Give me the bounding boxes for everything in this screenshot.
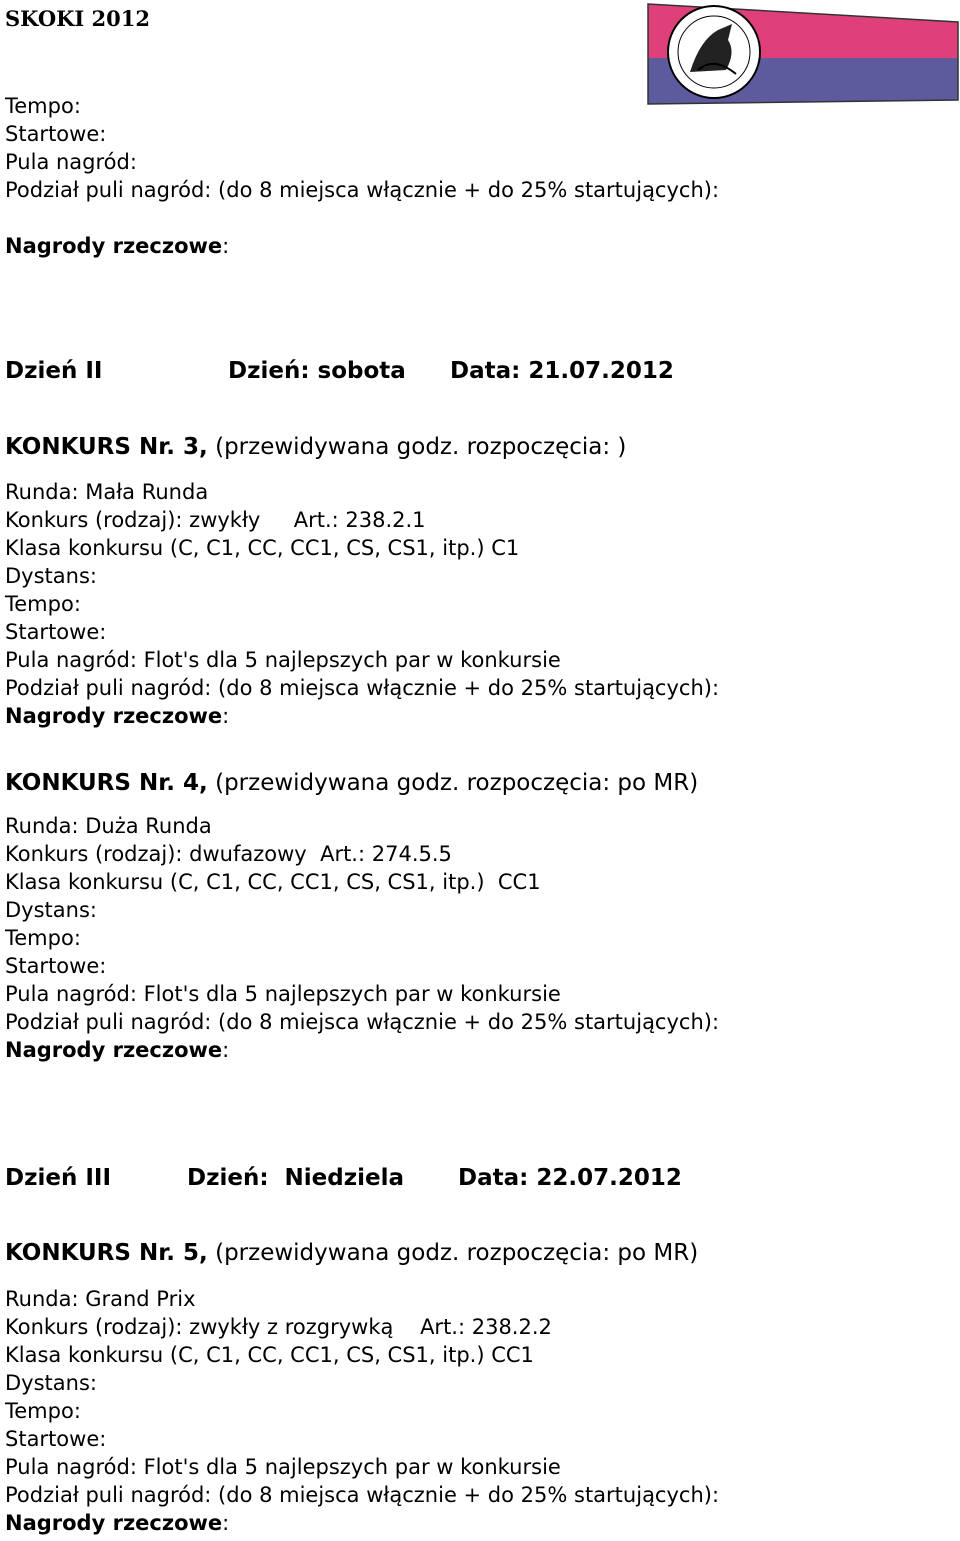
konkurs-5-podzial: Podział puli nagród: (do 8 miejsca włącznie + do 25% startujących): bbox=[5, 1483, 720, 1507]
konkurs-5-time: (przewidywana godz. rozpoczęcia: po MR) bbox=[207, 1240, 699, 1266]
startowe-label: Startowe: bbox=[5, 122, 107, 146]
konkurs-3-klasa: Klasa konkursu (C, C1, CC, CC1, CS, CS1, itp.) C1 bbox=[5, 536, 520, 560]
pula-label: Pula nagród: bbox=[5, 150, 137, 174]
konkurs-4-podzial: Podział puli nagród: (do 8 miejsca włącznie + do 25% startujących): bbox=[5, 1010, 720, 1034]
konkurs-5-startowe: Startowe: bbox=[5, 1427, 107, 1451]
nagrody-label: Nagrody rzeczowe bbox=[5, 234, 223, 258]
konkurs-3-rodzaj: Konkurs (rodzaj): zwykły Art.: 238.2.1 bbox=[5, 508, 426, 532]
page-title: SKOKI 2012 bbox=[5, 6, 150, 31]
konkurs-5-number: KONKURS Nr. 5, bbox=[5, 1240, 208, 1266]
konkurs-3-time: (przewidywana godz. rozpoczęcia: ) bbox=[207, 434, 627, 460]
konkurs-4-klasa: Klasa konkursu (C, C1, CC, CC1, CS, CS1, itp.) CC1 bbox=[5, 870, 541, 894]
konkurs-4-tempo: Tempo: bbox=[5, 926, 81, 950]
konkurs-4-rodzaj: Konkurs (rodzaj): dwufazowy Art.: 274.5.5 bbox=[5, 842, 452, 866]
day-2-heading bbox=[0, 358, 960, 386]
konkurs-4-nagrody-line bbox=[5, 1038, 229, 1062]
tempo-label: Tempo: bbox=[5, 94, 81, 118]
day-3-heading bbox=[0, 1165, 960, 1193]
konkurs-4-number: KONKURS Nr. 4, bbox=[5, 770, 208, 796]
konkurs-5-nagrody-colon: : bbox=[222, 1511, 230, 1535]
day-2-date: Data: 21.07.2012 bbox=[450, 358, 674, 384]
konkurs-4-startowe: Startowe: bbox=[5, 954, 107, 978]
konkurs-3-nagrody-colon: : bbox=[222, 704, 230, 728]
konkurs-5-klasa: Klasa konkursu (C, C1, CC, CC1, CS, CS1, itp.) CC1 bbox=[5, 1343, 534, 1367]
day-3-weekday: Dzień: Niedziela bbox=[187, 1165, 405, 1191]
day-2-weekday: Dzień: sobota bbox=[228, 358, 406, 384]
konkurs-4-nagrody-colon: : bbox=[222, 1038, 230, 1062]
konkurs-3-runda: Runda: Mała Runda bbox=[5, 480, 209, 504]
konkurs-4-nagrody-label: Nagrody rzeczowe bbox=[5, 1038, 223, 1062]
konkurs-4-dystans: Dystans: bbox=[5, 898, 97, 922]
konkurs-5-runda: Runda: Grand Prix bbox=[5, 1287, 196, 1311]
konkurs-4-title bbox=[5, 770, 698, 796]
konkurs-5-nagrody-line bbox=[5, 1511, 229, 1535]
konkurs-5-tempo: Tempo: bbox=[5, 1399, 81, 1423]
konkurs-5-nagrody-label: Nagrody rzeczowe bbox=[5, 1511, 223, 1535]
konkurs-3-pula: Pula nagród: Flot's dla 5 najlepszych par w konkursie bbox=[5, 648, 561, 672]
konkurs-3-nagrody-label: Nagrody rzeczowe bbox=[5, 704, 223, 728]
konkurs-3-title bbox=[5, 434, 626, 460]
konkurs-3-podzial: Podział puli nagród: (do 8 miejsca włącznie + do 25% startujących): bbox=[5, 676, 720, 700]
day-3-label: Dzień III bbox=[5, 1165, 112, 1191]
konkurs-4-time: (przewidywana godz. rozpoczęcia: po MR) bbox=[207, 770, 699, 796]
konkurs-3-dystans: Dystans: bbox=[5, 564, 97, 588]
day-2-label: Dzień II bbox=[5, 358, 103, 384]
nagrody-colon: : bbox=[222, 234, 230, 258]
konkurs-3-startowe: Startowe: bbox=[5, 620, 107, 644]
konkurs-3-tempo: Tempo: bbox=[5, 592, 81, 616]
konkurs-5-dystans: Dystans: bbox=[5, 1371, 97, 1395]
konkurs-5-pula: Pula nagród: Flot's dla 5 najlepszych par w konkursie bbox=[5, 1455, 561, 1479]
nagrody-line bbox=[5, 234, 229, 258]
konkurs-5-rodzaj: Konkurs (rodzaj): zwykły z rozgrywką Art.: 238.2.2 bbox=[5, 1315, 552, 1339]
konkurs-3-number: KONKURS Nr. 3, bbox=[5, 434, 208, 460]
konkurs-4-runda: Runda: Duża Runda bbox=[5, 814, 212, 838]
konkurs-4-pula: Pula nagród: Flot's dla 5 najlepszych par w konkursie bbox=[5, 982, 561, 1006]
konkurs-3-nagrody-line bbox=[5, 704, 229, 728]
day-3-date: Data: 22.07.2012 bbox=[458, 1165, 682, 1191]
konkurs-5-title bbox=[5, 1240, 698, 1266]
podzial-label: Podział puli nagród: (do 8 miejsca włącznie + do 25% startujących): bbox=[5, 178, 720, 202]
pzj-pennant-logo bbox=[640, 0, 960, 110]
